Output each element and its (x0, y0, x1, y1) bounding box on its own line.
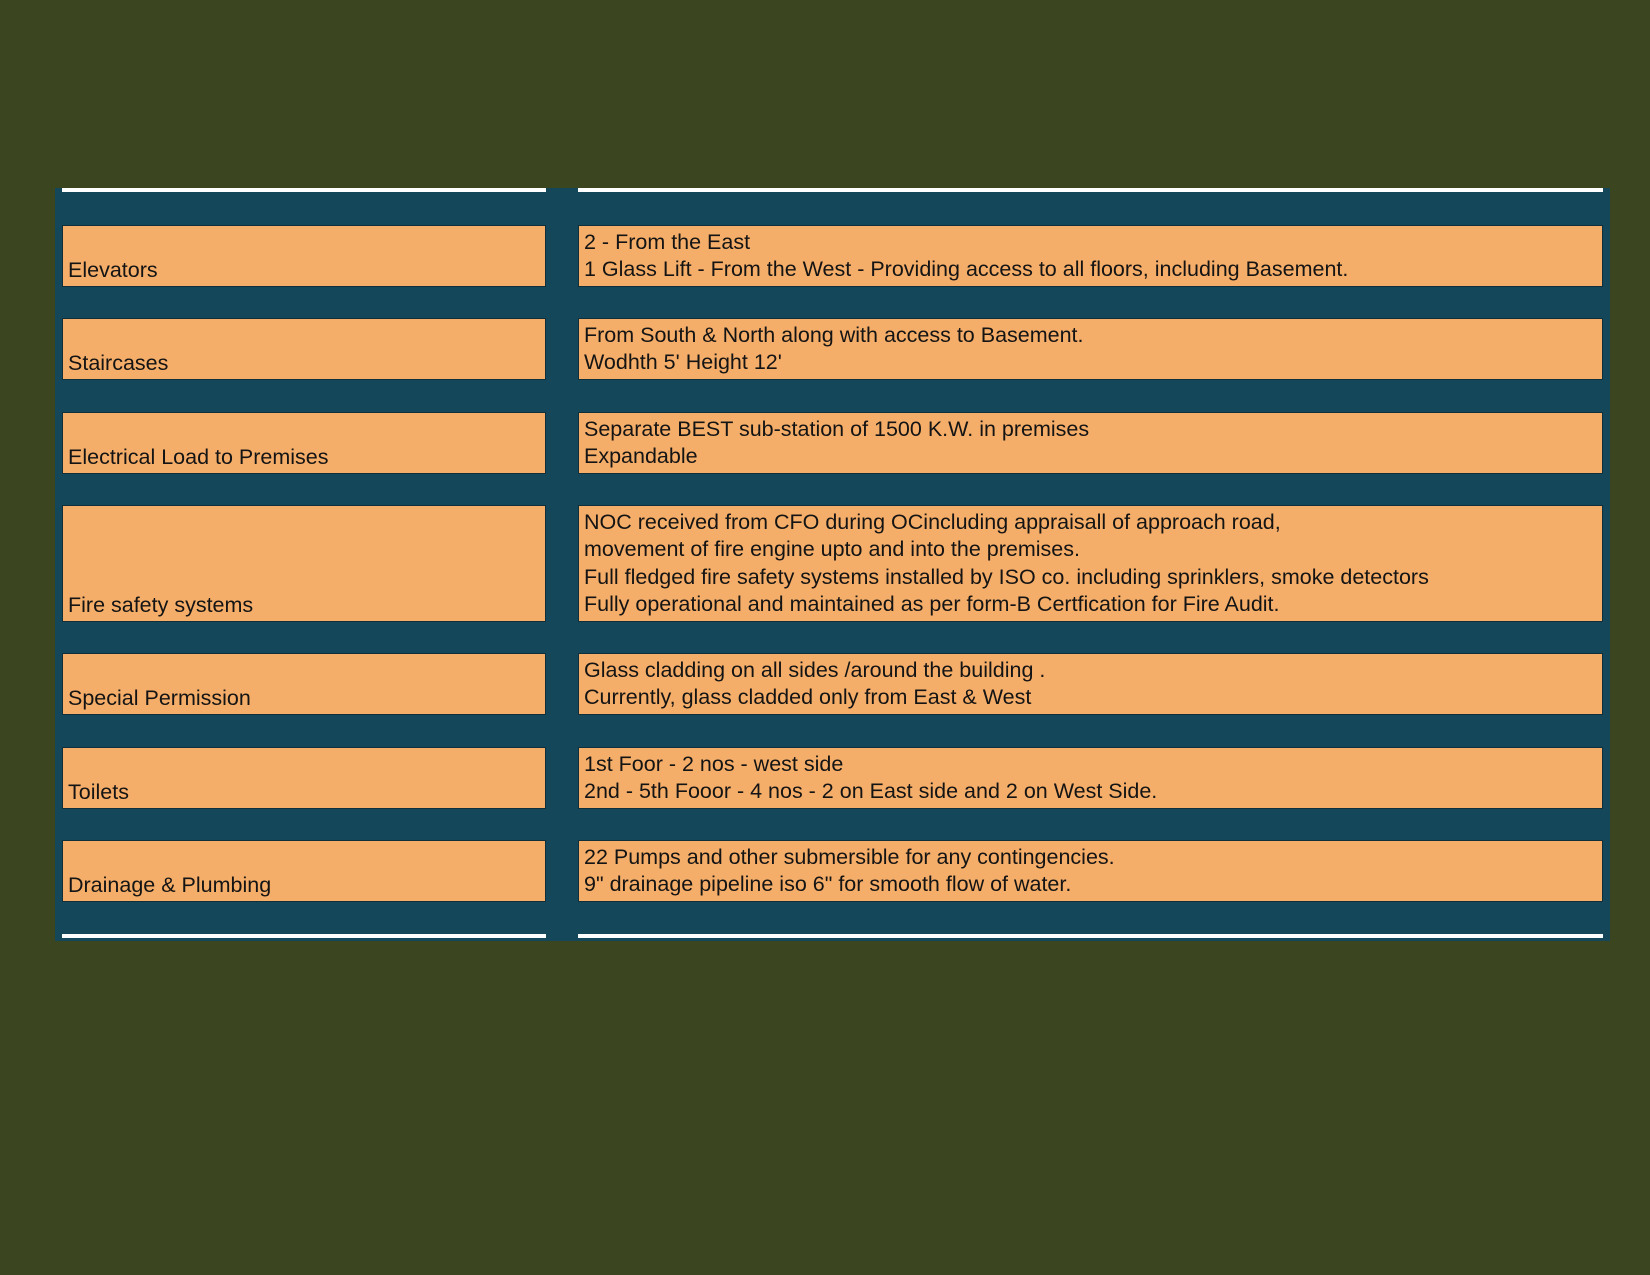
detail-line: Fully operational and maintained as per form-B Certfication for Fire Audit. (584, 592, 1280, 616)
detail-line: 22 Pumps and other submersible for any contingencies. (584, 844, 1115, 869)
detail-line: Expandable (584, 444, 698, 468)
row-detail-drainage-plumbing (578, 840, 1603, 902)
bottom-edge-right (578, 934, 1603, 938)
row-detail-electrical-load (578, 412, 1603, 474)
top-edge-right (578, 188, 1603, 192)
bottom-edge-left (62, 934, 546, 938)
detail-line: 9" drainage pipeline iso 6" for smooth flow of water. (584, 872, 1072, 896)
row-label-text: Special Permission (68, 685, 251, 710)
row-detail-fire-safety (578, 505, 1603, 622)
detail-line: 1 Glass Lift - From the West - Providing access to all floors, including Basement. (584, 257, 1349, 281)
row-detail-staircases (578, 318, 1603, 380)
row-detail-toilets (578, 747, 1603, 809)
row-label-text: Fire safety systems (68, 592, 254, 617)
detail-line: Currently, glass cladded only from East & West (584, 685, 1032, 709)
detail-line: 1st Foor - 2 nos - west side (584, 751, 844, 776)
detail-line: 2 - From the East (584, 229, 751, 254)
facilities-table (55, 188, 1610, 941)
row-label-text: Elevators (68, 257, 158, 282)
detail-line: Full fledged fire safety systems installed by ISO co. including sprinklers, smoke detectors (584, 564, 1429, 589)
detail-line: From South & North along with access to Basement. (584, 322, 1084, 347)
row-detail-elevators (578, 225, 1603, 287)
row-label-elevators (62, 225, 546, 287)
detail-line: Wodhth 5' Height 12' (584, 350, 782, 374)
row-label-text: Staircases (68, 350, 169, 375)
detail-line: movement of fire engine upto and into the premises. (584, 537, 1080, 561)
row-label-staircases (62, 318, 546, 380)
top-edge-left (62, 188, 546, 192)
detail-line: Separate BEST sub-station of 1500 K.W. in premises (584, 416, 1090, 441)
row-label-text: Toilets (68, 779, 129, 804)
row-label-drainage-plumbing (62, 840, 546, 902)
row-label-toilets (62, 747, 546, 809)
row-label-text: Drainage & Plumbing (68, 872, 272, 897)
row-label-electrical-load (62, 412, 546, 474)
row-detail-special-permission (578, 653, 1603, 715)
row-label-special-permission (62, 653, 546, 715)
detail-line: NOC received from CFO during OCincluding appraisall of approach road, (584, 509, 1281, 534)
detail-line: 2nd - 5th Fooor - 4 nos - 2 on East side and 2 on West Side. (584, 779, 1158, 803)
detail-line: Glass cladding on all sides /around the building . (584, 657, 1046, 682)
row-label-text: Electrical Load to Premises (68, 444, 329, 469)
row-label-fire-safety (62, 505, 546, 622)
